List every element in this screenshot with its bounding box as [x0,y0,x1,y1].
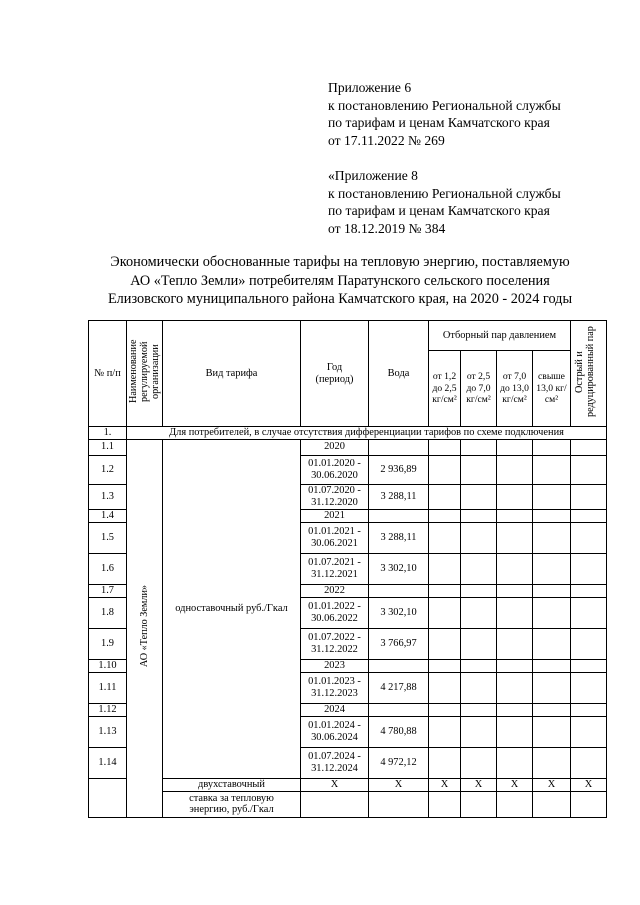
row-period: 01.01.2022 - 30.06.2022 [301,597,369,628]
appendix-line: «Приложение 8 [328,168,418,183]
one-rate-tariff: одноставочный руб./Гкал [163,439,301,778]
appendix-line: от 17.11.2022 № 269 [328,132,445,148]
header-organization-text: Наименование регулируемой организации [128,340,161,404]
header-number: № п/п [89,321,127,427]
row-period: 01.01.2024 - 30.06.2024 [301,716,369,747]
title-line: Экономически обоснованные тарифы на тепловую энергию, поставляемую [110,254,570,270]
row-water: 3 766,97 [369,628,429,659]
title-line: АО «Тепло Земли» потребителям Паратунского сельского поселения [130,272,550,289]
row-period: 01.01.2020 - 30.06.2020 [301,455,369,484]
appendix-line: Приложение 6 [328,80,412,95]
appendix-line: к постановлению Региональной службы [328,185,561,201]
row-period: 01.07.2022 - 31.12.2022 [301,628,369,659]
row-number: 1.8 [89,597,127,628]
header-water: Вода [369,321,429,427]
row-number: 1.5 [89,522,127,553]
header-steam: Отборный пар давлением [429,321,571,351]
row-water [369,659,429,672]
appendix-line: от 18.12.2019 № 384 [328,220,446,236]
row-number [89,778,127,817]
row-water: 4 972,12 [369,747,429,778]
header-pressure-4: свыше 13,0 кг/см² [533,351,571,427]
header-pressure-3: от 7,0 до 13,0 кг/см² [497,351,533,427]
header-tariff-type: Вид тарифа [163,321,301,427]
row-number: 1.7 [89,584,127,597]
mark-x: X [533,778,571,791]
mark-x: X [301,778,369,791]
row-number: 1.9 [89,628,127,659]
two-rate-label: двухставочный [163,778,301,791]
document-title [60,253,620,309]
row-water: 4 780,88 [369,716,429,747]
row-number: 1.2 [89,455,127,484]
section-number: 1. [89,427,127,440]
row-water: 3 302,10 [369,553,429,584]
appendix-line: к постановлению Региональной службы [328,97,561,113]
row-water: 4 217,88 [369,672,429,703]
row-water [369,703,429,716]
section-text: Для потребителей, в случае отсутствия дифференциации тарифов по схеме подключения [127,427,607,440]
appendix-line: по тарифам и ценам Камчатского края [328,203,550,218]
row-period: 01.07.2024 - 31.12.2024 [301,747,369,778]
row-water: 3 288,11 [369,522,429,553]
tariff-table [88,320,607,818]
row-number: 1.13 [89,716,127,747]
row-water: 3 288,11 [369,484,429,509]
header-pressure-2: от 2,5 до 7,0 кг/см² [461,351,497,427]
row-number: 1.1 [89,439,127,455]
row-period: 2022 [301,584,369,597]
row-water [369,509,429,522]
mark-x: X [429,778,461,791]
row-number: 1.10 [89,659,127,672]
row-water [369,584,429,597]
header-year: Год (период) [301,321,369,427]
mark-x: X [571,778,607,791]
row-period: 01.01.2023 - 31.12.2023 [301,672,369,703]
organization-name: АО «Тепло Земли» [139,585,150,668]
header-sharp-steam [571,321,607,427]
row-number: 1.14 [89,747,127,778]
row-number: 1.6 [89,553,127,584]
row-period: 01.01.2021 - 30.06.2021 [301,522,369,553]
row-period: 2020 [301,439,369,455]
organization-name-cell [127,439,163,817]
row-period: 2023 [301,659,369,672]
row-water [369,439,429,455]
row-water: 2 936,89 [369,455,429,484]
appendix-8-header [328,167,561,237]
mark-x: X [461,778,497,791]
row-number: 1.3 [89,484,127,509]
header-sharp-steam-text: Острый и редуцированный пар [573,326,596,418]
title-line: Елизовского муниципального района Камчатского края, на 2020 - 2024 годы [107,291,573,307]
row-period: 2024 [301,703,369,716]
row-number: 1.12 [89,703,127,716]
rate-energy-label: ставка за тепловую энергию, руб./Гкал [163,791,301,817]
header-organization [127,321,163,427]
appendix-line: по тарифам и ценам Камчатского края [328,115,550,130]
header-pressure-1: от 1,2 до 2,5 кг/см² [429,351,461,427]
row-period: 01.07.2020 - 31.12.2020 [301,484,369,509]
row-period: 2021 [301,509,369,522]
row-water: 3 302,10 [369,597,429,628]
mark-x: X [497,778,533,791]
row-number: 1.11 [89,672,127,703]
row-period: 01.07.2021 - 31.12.2021 [301,553,369,584]
row-number: 1.4 [89,509,127,522]
appendix-6-header [328,79,561,149]
mark-x: X [369,778,429,791]
